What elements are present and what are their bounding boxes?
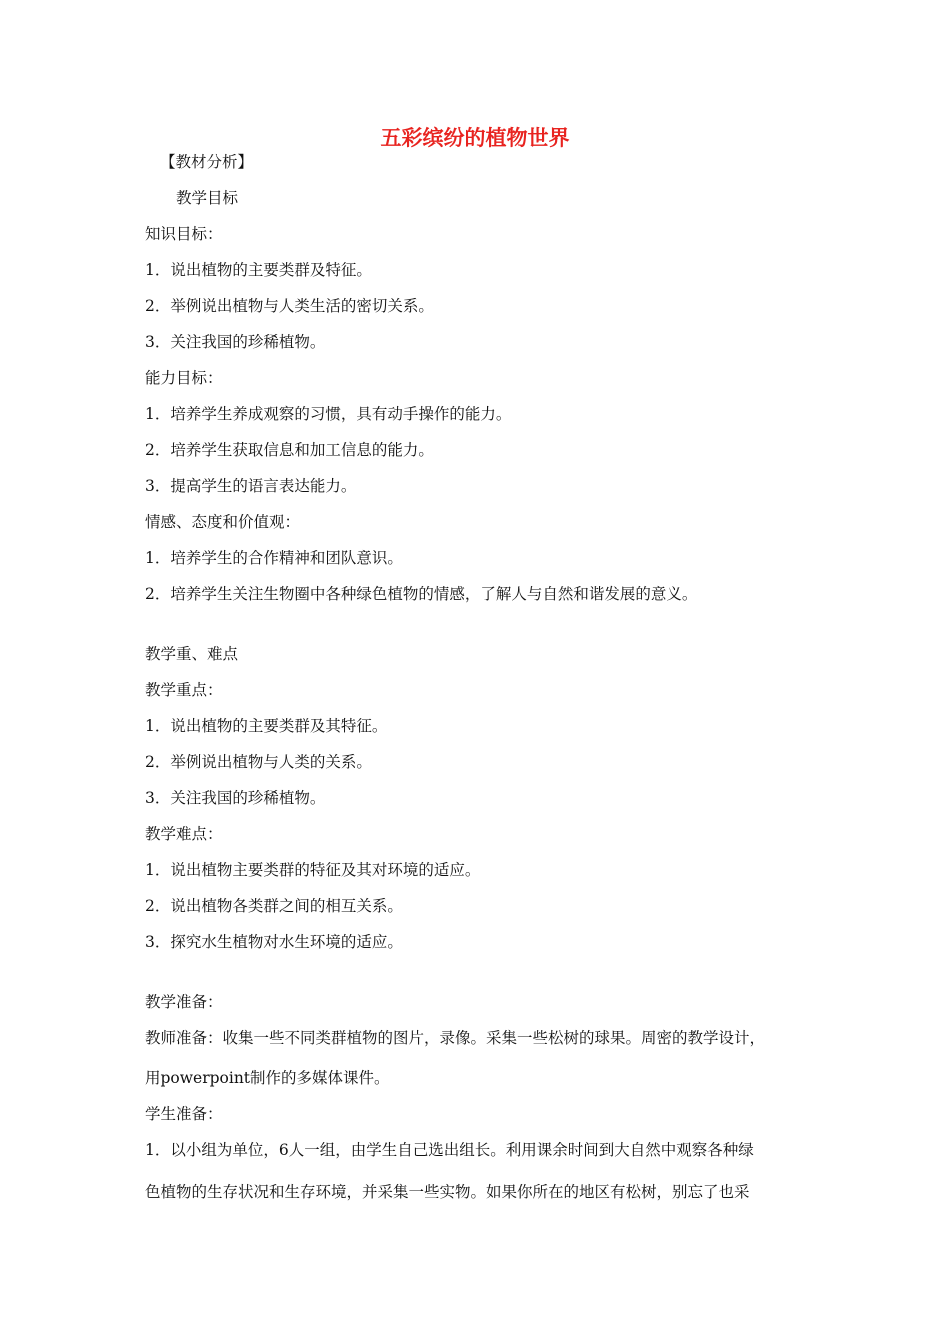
list-item: 1．说出植物主要类群的特征及其对环境的适应。 [145, 861, 481, 879]
heading-teaching-preparation: 教学准备： [145, 993, 223, 1011]
paragraph-teacher-preparation: 教师准备：收集一些不同类群植物的图片，录像。采集一些松树的球果。周密的教学设计， [145, 1029, 766, 1047]
list-item: 1．培养学生养成观察的习惯，具有动手操作的能力。 [145, 405, 512, 423]
list-item: 2．说出植物各类群之间的相互关系。 [145, 897, 403, 915]
heading-difficult-points: 教学难点： [145, 825, 223, 843]
document-title: 五彩缤纷的植物世界 [380, 126, 570, 150]
paragraph-student-preparation-continued: 色植物的生存状况和生存环境，并采集一些实物。如果你所在的地区有松树，别忘了也采 [145, 1183, 750, 1201]
paragraph-student-preparation: 1．以小组为单位，6人一组，由学生自己选出组长。利用课余时间到大自然中观察各种绿 [145, 1141, 754, 1159]
heading-emotion-goals: 情感、态度和价值观： [145, 513, 301, 531]
list-item: 3．关注我国的珍稀植物。 [145, 333, 326, 351]
list-item: 2．举例说出植物与人类生活的密切关系。 [145, 297, 434, 315]
heading-key-difficult-points: 教学重、难点 [145, 645, 239, 663]
heading-ability-goals: 能力目标： [145, 369, 223, 387]
list-item: 3．探究水生植物对水生环境的适应。 [145, 933, 403, 951]
list-item: 1．培养学生的合作精神和团队意识。 [145, 549, 403, 567]
list-item: 3．提高学生的语言表达能力。 [145, 477, 357, 495]
paragraph-teacher-preparation-continued: 用powerpoint制作的多媒体课件。 [145, 1069, 390, 1087]
heading-student-preparation: 学生准备： [145, 1105, 223, 1123]
list-item: 1．说出植物的主要类群及其特征。 [145, 717, 388, 735]
list-item: 2．培养学生关注生物圈中各种绿色植物的情感，了解人与自然和谐发展的意义。 [145, 585, 698, 603]
list-item: 2．举例说出植物与人类的关系。 [145, 753, 372, 771]
heading-key-points: 教学重点： [145, 681, 223, 699]
list-item: 2．培养学生获取信息和加工信息的能力。 [145, 441, 434, 459]
heading-knowledge-goals: 知识目标： [145, 225, 223, 243]
section-heading-textbook-analysis: 【教材分析】 [160, 153, 254, 171]
subheading-teaching-goals: 教学目标 [176, 189, 239, 207]
list-item: 3．关注我国的珍稀植物。 [145, 789, 326, 807]
list-item: 1．说出植物的主要类群及特征。 [145, 261, 372, 279]
